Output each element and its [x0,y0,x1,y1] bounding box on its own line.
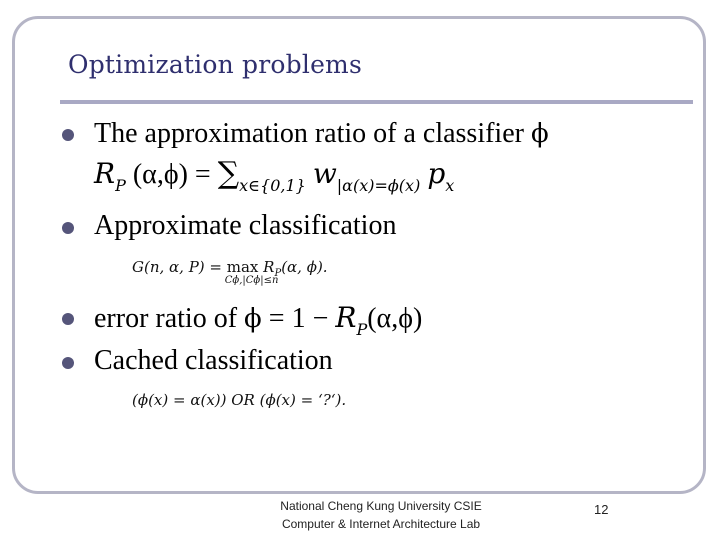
footer-line-1: National Cheng Kung University CSIE [280,499,482,513]
sum-subscript: x∈{0,1} [239,176,306,195]
footer-affiliation [256,497,506,533]
ratio-subscript: P [356,320,368,339]
approximate-classification-formula [132,258,328,286]
weight-symbol: w [312,157,337,190]
bullet-text: The approximation ratio of a classifier [94,118,524,149]
formula-rhs-subscript: P [274,268,282,279]
sum-symbol: ∑ [217,156,240,191]
formula-rhs: R [263,258,275,276]
bullet-dot [62,313,74,325]
weight-subscript: |α(x)=ϕ(x) [336,176,421,195]
bullet-approximation-ratio [94,118,549,150]
page-number: 12 [594,502,609,517]
max-label: max [226,258,259,276]
title-divider [60,100,693,104]
probability-symbol: p [427,157,446,190]
formula-rhs-args: (α, ϕ). [281,258,328,276]
bullet-dot [62,357,74,369]
cached-classification-formula [132,391,346,409]
probability-subscript: x [445,176,455,195]
phi-symbol: ϕ [530,119,549,149]
bullet-dot [62,129,74,141]
approximation-ratio-formula [94,156,454,195]
cached-formula-text: (ϕ(x) = α(x)) OR (ϕ(x) = ‘?‘). [132,391,347,409]
slide-frame [12,16,706,494]
error-ratio-equals: = 1 − [268,303,329,334]
bullet-dot [62,222,74,234]
max-operator [224,258,279,286]
footer-line-2: Computer & Internet Architecture Lab [281,517,481,531]
ratio-symbol: R [94,157,116,190]
max-subscript: Cϕ,|Cϕ|≤n [224,275,279,286]
slide-title: Optimization problems [68,50,362,79]
ratio-symbol: R [335,301,357,334]
bullet-approximate-classification: Approximate classification [94,210,397,241]
ratio-args: (α,ϕ) = [132,159,211,190]
ratio-subscript: P [115,176,126,195]
error-ratio-label: error ratio of [94,303,238,334]
bullet-error-ratio [94,301,422,339]
error-ratio-args: (α,ϕ) [367,303,423,334]
formula-lhs: G(n, α, P) = [132,258,227,276]
phi-symbol: ϕ [244,304,262,334]
bullet-cached-classification: Cached classification [94,345,333,376]
